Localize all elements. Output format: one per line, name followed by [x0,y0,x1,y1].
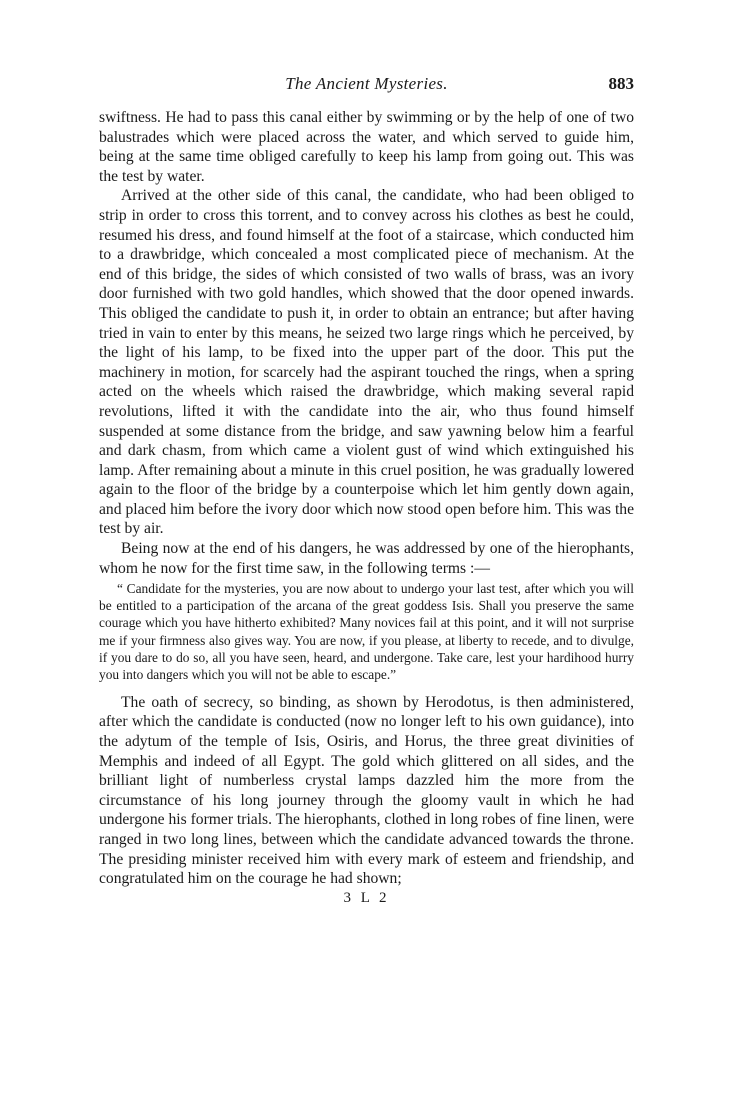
page-header [99,74,634,100]
signature-mark: 3 L 2 [343,889,390,906]
document-page [99,74,634,907]
paragraph-oath-of-secrecy: The oath of secrecy, so binding, as shown by Herodotus, is then administered, after which the candidate is conducted (now no longer left to his own guidance), into the adytum of the temple of Isis, Osiris, and Horus, the three great divinities of Memphis and indeed of all Egypt. The gold which glittered on all sides, and the brilliant light of numberless crystal lamps dazzled him the more from the circumstance of his long journey through the gloomy vault in which he had undergone his former trials. The hierophants, clothed in long robes of fine linen, were ranged in two long lines, between which the candidate advanced towards the throne. The presiding minister received him with every mark of esteem and friendship, and congratulated him on the courage he had shown; [99,693,634,888]
paragraph-drawbridge: Arrived at the other side of this canal, the candidate, who had been obliged to strip in order to cross this torrent, and to convey across his clothes as best he could, resumed his dress, and found himself at the foot of a staircase, which conducted him to a drawbridge, which concealed a most complicated piece of mechanism. At the end of this bridge, the sides of which consisted of two walls of brass, was an ivory door furnished with two gold handles, which showed that the door opened inwards. This obliged the candidate to push it, in order to obtain an entrance; but after having tried in vain to enter by this means, he seized two large rings which he perceived, by the light of his lamp, to be fixed into the upper part of the door. This put the machinery in motion, for scarcely had the aspirant touched the rings, when a spring acted on the wheels which raised the drawbridge, which making several rapid revolutions, lifted it with the candidate into the air, who thus found himself suspended at some distance from the bridge, and saw yawning below him a fearful and dark chasm, from which came a violent gust of wind which extinguished his lamp. After remaining about a minute in this cruel position, he was gradually lowered again to the floor of the bridge by a counterpoise which let him gently down again, and placed him before the ivory door which now stood open before him. This was the test by air. [99,187,634,538]
paragraph-continuation: swiftness. He had to pass this canal either by swimming or by the help of one of two balustrades which were placed across the water, and which served to guide him, being at the same time obliged carefully to keep his lamp from going out. This was the test by water. [99,109,634,185]
block-quote: “ Candidate for the mysteries, you are now about to undergo your last test, after which you will be entitled to a participation of the arcana of the great goddess Isis. Shall you preserve the same courage which you have hitherto exhibited? Many novices fail at this point, and it will not surprise me if your firmness also gives way. You are now, if you please, at liberty to recede, and to divulge, if you dare to do so, all you have seen, heard, and undergone. Take care, lest your hardihood hurry you into dangers which you will not be able to escape.” [99,581,634,682]
paragraph-hierophant-address: Being now at the end of his dangers, he was addressed by one of the hierophants, whom he now for the first time saw, in the following terms :— [99,540,634,577]
running-title: The Ancient Mysteries. [285,74,448,93]
page-number: 883 [608,74,634,93]
